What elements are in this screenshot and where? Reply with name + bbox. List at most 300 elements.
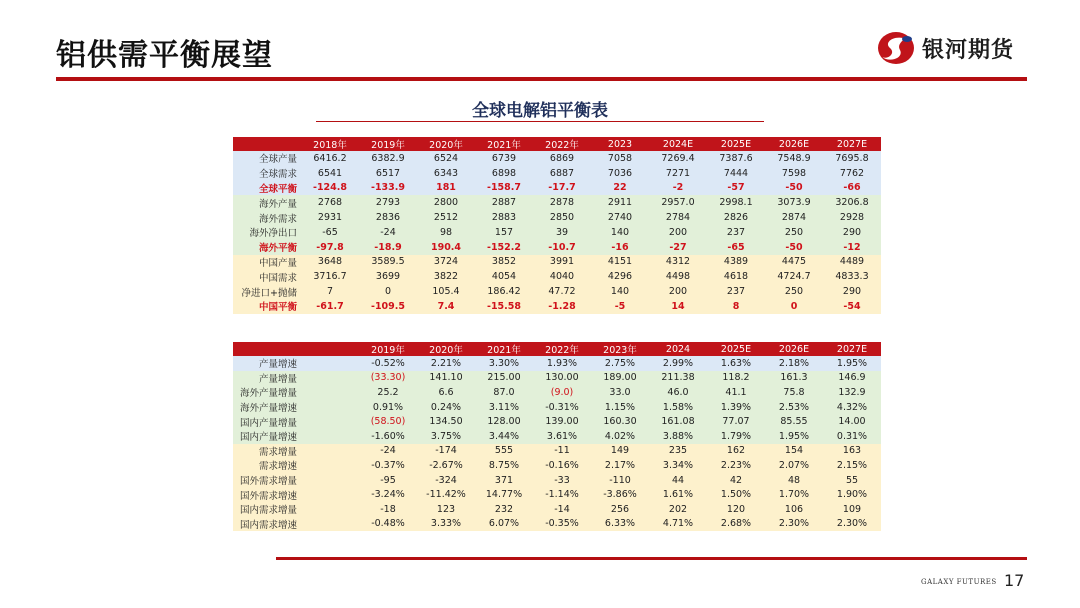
value-cell: 235 [649, 444, 707, 459]
row-label: 海外净出口 [233, 225, 301, 240]
logo-text: 银河期货 [922, 37, 1015, 63]
value-cell: -1.14% [533, 487, 591, 502]
value-cell: 2.75% [591, 356, 649, 371]
value-cell: 3.34% [649, 458, 707, 473]
value-cell: 55 [823, 473, 881, 488]
value-cell: 3.61% [533, 429, 591, 444]
table-row [233, 166, 881, 181]
value-cell: 290 [823, 284, 881, 299]
value-cell: -2.67% [417, 458, 475, 473]
value-cell: -18 [359, 502, 417, 517]
value-cell: 3724 [417, 255, 475, 270]
value-cell: 4.02% [591, 429, 649, 444]
table-row [233, 385, 881, 400]
value-cell: 39 [533, 225, 591, 240]
value-cell: 2998.1 [707, 195, 765, 210]
value-cell: (9.0) [533, 385, 591, 400]
balance-table [233, 137, 881, 314]
table-row [233, 502, 881, 517]
table-row [233, 240, 881, 255]
value-cell: 85.55 [765, 414, 823, 429]
value-cell: 128.00 [475, 414, 533, 429]
value-cell: 154 [765, 444, 823, 459]
value-cell: 256 [591, 502, 649, 517]
value-cell: 33.0 [591, 385, 649, 400]
row-label: 中国需求 [233, 269, 301, 284]
value-cell: 47.72 [533, 284, 591, 299]
row-label: 全球产量 [233, 151, 301, 166]
value-cell: 2.23% [707, 458, 765, 473]
value-cell: 120 [707, 502, 765, 517]
row-label: 全球平衡 [233, 181, 301, 196]
value-cell: 2.99% [649, 356, 707, 371]
value-cell: 237 [707, 225, 765, 240]
header-year-cell: 2022年 [533, 137, 591, 151]
header-year-cell: 2019年 [359, 137, 417, 151]
value-cell: 2883 [475, 210, 533, 225]
header-divider [56, 77, 1027, 81]
value-cell [301, 444, 359, 459]
value-cell: -24 [359, 444, 417, 459]
value-cell: 1.61% [649, 487, 707, 502]
value-cell: 7598 [765, 166, 823, 181]
value-cell: 181 [417, 181, 475, 196]
value-cell: 6517 [359, 166, 417, 181]
value-cell: 4475 [765, 255, 823, 270]
value-cell: 2850 [533, 210, 591, 225]
value-cell [301, 473, 359, 488]
value-cell: -3.24% [359, 487, 417, 502]
row-label: 海外产量 [233, 195, 301, 210]
value-cell: 4.71% [649, 517, 707, 532]
header-year-cell: 2020年 [417, 342, 475, 356]
value-cell [301, 502, 359, 517]
value-cell: 0.91% [359, 400, 417, 415]
value-cell: 0.24% [417, 400, 475, 415]
table-row [233, 356, 881, 371]
value-cell: 6541 [301, 166, 359, 181]
galaxy-logo-icon [876, 30, 916, 66]
value-cell: 2931 [301, 210, 359, 225]
table-row [233, 181, 881, 196]
value-cell: 1.95% [823, 356, 881, 371]
value-cell [301, 487, 359, 502]
value-cell: 139.00 [533, 414, 591, 429]
value-cell: 134.50 [417, 414, 475, 429]
value-cell: -18.9 [359, 240, 417, 255]
row-label: 需求增量 [233, 444, 301, 459]
value-cell: 161.3 [765, 371, 823, 386]
value-cell: 4618 [707, 269, 765, 284]
value-cell: 6.07% [475, 517, 533, 532]
value-cell: 3073.9 [765, 195, 823, 210]
table-row [233, 210, 881, 225]
value-cell: -11 [533, 444, 591, 459]
row-label: 需求增速 [233, 458, 301, 473]
value-cell: 2826 [707, 210, 765, 225]
value-cell: 3.88% [649, 429, 707, 444]
value-cell: 290 [823, 225, 881, 240]
row-label: 国内需求增速 [233, 517, 301, 532]
value-cell: 3852 [475, 255, 533, 270]
value-cell: -133.9 [359, 181, 417, 196]
table-row [233, 225, 881, 240]
value-cell: 2740 [591, 210, 649, 225]
value-cell: 4312 [649, 255, 707, 270]
value-cell: 1.93% [533, 356, 591, 371]
value-cell: 211.38 [649, 371, 707, 386]
value-cell: 2928 [823, 210, 881, 225]
value-cell: 7548.9 [765, 151, 823, 166]
value-cell: -61.7 [301, 299, 359, 314]
value-cell: 0 [765, 299, 823, 314]
value-cell: 189.00 [591, 371, 649, 386]
value-cell: 160.30 [591, 414, 649, 429]
table-row [233, 255, 881, 270]
table-row [233, 269, 881, 284]
value-cell: 6869 [533, 151, 591, 166]
value-cell: 4489 [823, 255, 881, 270]
header-year-cell: 2027E [823, 342, 881, 356]
value-cell: 87.0 [475, 385, 533, 400]
value-cell: 8 [707, 299, 765, 314]
table-row [233, 458, 881, 473]
value-cell: 237 [707, 284, 765, 299]
value-cell: 200 [649, 225, 707, 240]
value-cell: 2.07% [765, 458, 823, 473]
value-cell: -57 [707, 181, 765, 196]
value-cell: 3.75% [417, 429, 475, 444]
value-cell: -66 [823, 181, 881, 196]
value-cell: -0.37% [359, 458, 417, 473]
value-cell: 48 [765, 473, 823, 488]
value-cell: -65 [707, 240, 765, 255]
header-year-cell: 2020年 [417, 137, 475, 151]
value-cell: -11.42% [417, 487, 475, 502]
value-cell: 7695.8 [823, 151, 881, 166]
value-cell: 6.6 [417, 385, 475, 400]
value-cell: 162 [707, 444, 765, 459]
value-cell [301, 517, 359, 532]
value-cell: 232 [475, 502, 533, 517]
page-number: 17 [1004, 571, 1025, 590]
value-cell: -12 [823, 240, 881, 255]
table-row [233, 400, 881, 415]
value-cell: -97.8 [301, 240, 359, 255]
table-row [233, 429, 881, 444]
value-cell: 42 [707, 473, 765, 488]
table-row [233, 487, 881, 502]
row-label: 海外平衡 [233, 240, 301, 255]
header-year-cell: 2025E [707, 137, 765, 151]
value-cell: 3.11% [475, 400, 533, 415]
value-cell [301, 371, 359, 386]
value-cell: -27 [649, 240, 707, 255]
value-cell: 2836 [359, 210, 417, 225]
value-cell: 2.30% [823, 517, 881, 532]
value-cell: -152.2 [475, 240, 533, 255]
value-cell: 7.4 [417, 299, 475, 314]
value-cell: 109 [823, 502, 881, 517]
value-cell: 2957.0 [649, 195, 707, 210]
value-cell: 6.33% [591, 517, 649, 532]
value-cell: 2.15% [823, 458, 881, 473]
value-cell: 7058 [591, 151, 649, 166]
value-cell: 3699 [359, 269, 417, 284]
value-cell: 46.0 [649, 385, 707, 400]
row-label: 海外产量增速 [233, 400, 301, 415]
value-cell: 1.79% [707, 429, 765, 444]
row-label: 国内产量增速 [233, 429, 301, 444]
value-cell: 4724.7 [765, 269, 823, 284]
value-cell [301, 414, 359, 429]
value-cell: 6898 [475, 166, 533, 181]
value-cell [301, 458, 359, 473]
header-year-cell: 2024E [649, 137, 707, 151]
row-label: 海外产量增量 [233, 385, 301, 400]
value-cell: 3206.8 [823, 195, 881, 210]
header-year-cell: 2019年 [359, 342, 417, 356]
value-cell: -65 [301, 225, 359, 240]
table-row [233, 414, 881, 429]
value-cell: 4296 [591, 269, 649, 284]
value-cell: 41.1 [707, 385, 765, 400]
table-header-row [233, 342, 881, 356]
value-cell: 3589.5 [359, 255, 417, 270]
value-cell: 118.2 [707, 371, 765, 386]
galaxy-futures-logo [876, 30, 1014, 66]
value-cell: 1.39% [707, 400, 765, 415]
value-cell: 215.00 [475, 371, 533, 386]
value-cell: 0.31% [823, 429, 881, 444]
value-cell: -50 [765, 240, 823, 255]
value-cell: 202 [649, 502, 707, 517]
value-cell: 44 [649, 473, 707, 488]
value-cell: 6343 [417, 166, 475, 181]
value-cell: -24 [359, 225, 417, 240]
row-label: 产量增速 [233, 356, 301, 371]
value-cell: 141.10 [417, 371, 475, 386]
value-cell: 2768 [301, 195, 359, 210]
value-cell [301, 385, 359, 400]
value-cell: 6887 [533, 166, 591, 181]
value-cell: 2878 [533, 195, 591, 210]
value-cell: 3.44% [475, 429, 533, 444]
footer-divider [276, 557, 1027, 560]
value-cell: 130.00 [533, 371, 591, 386]
value-cell: 98 [417, 225, 475, 240]
header-year-cell: 2027E [823, 137, 881, 151]
value-cell: 8.75% [475, 458, 533, 473]
value-cell: -0.16% [533, 458, 591, 473]
value-cell: 2.17% [591, 458, 649, 473]
value-cell: 140 [591, 284, 649, 299]
value-cell: 25.2 [359, 385, 417, 400]
value-cell [301, 429, 359, 444]
value-cell: 7269.4 [649, 151, 707, 166]
value-cell: 2.53% [765, 400, 823, 415]
value-cell: 14.77% [475, 487, 533, 502]
table-row [233, 517, 881, 532]
value-cell: 2800 [417, 195, 475, 210]
row-label: 国外需求增量 [233, 473, 301, 488]
value-cell: 1.70% [765, 487, 823, 502]
value-cell: 157 [475, 225, 533, 240]
value-cell: 4151 [591, 255, 649, 270]
value-cell: -33 [533, 473, 591, 488]
header-label-cell [233, 137, 301, 151]
header-year-cell: 2022年 [533, 342, 591, 356]
value-cell: 140 [591, 225, 649, 240]
header-year-cell: 2018年 [301, 137, 359, 151]
value-cell: -158.7 [475, 181, 533, 196]
value-cell [301, 356, 359, 371]
value-cell: -0.48% [359, 517, 417, 532]
value-cell: 2874 [765, 210, 823, 225]
value-cell: 2.18% [765, 356, 823, 371]
value-cell: -16 [591, 240, 649, 255]
table-row [233, 299, 881, 314]
row-label: 全球需求 [233, 166, 301, 181]
value-cell: -1.60% [359, 429, 417, 444]
value-cell: 0 [359, 284, 417, 299]
value-cell: 4054 [475, 269, 533, 284]
value-cell: 105.4 [417, 284, 475, 299]
table-row [233, 284, 881, 299]
header-year-cell: 2024 [649, 342, 707, 356]
value-cell: 3822 [417, 269, 475, 284]
value-cell: 190.4 [417, 240, 475, 255]
value-cell: 3716.7 [301, 269, 359, 284]
header-year-cell: 2023年 [591, 342, 649, 356]
value-cell: 123 [417, 502, 475, 517]
page-title: 铝供需平衡展望 [56, 38, 273, 73]
value-cell: 371 [475, 473, 533, 488]
value-cell: 6524 [417, 151, 475, 166]
row-label: 净进口+抛储 [233, 284, 301, 299]
row-label: 国内需求增量 [233, 502, 301, 517]
value-cell: 7 [301, 284, 359, 299]
header-year-cell: 2023 [591, 137, 649, 151]
row-label: 国内产量增量 [233, 414, 301, 429]
value-cell: 250 [765, 225, 823, 240]
table-row [233, 195, 881, 210]
value-cell: 3648 [301, 255, 359, 270]
value-cell: 3.30% [475, 356, 533, 371]
value-cell: 2.21% [417, 356, 475, 371]
header-year-cell: 2026E [765, 137, 823, 151]
header-year-cell: 2021年 [475, 342, 533, 356]
value-cell: (33.30) [359, 371, 417, 386]
value-cell: 186.42 [475, 284, 533, 299]
value-cell: 2.68% [707, 517, 765, 532]
value-cell: 3.33% [417, 517, 475, 532]
header-year-cell [301, 342, 359, 356]
footer-brand: GALAXY FUTURES [921, 578, 997, 586]
table-header-row [233, 137, 881, 151]
value-cell: 75.8 [765, 385, 823, 400]
table-row [233, 371, 881, 386]
value-cell: 161.08 [649, 414, 707, 429]
header-year-cell: 2025E [707, 342, 765, 356]
value-cell: -14 [533, 502, 591, 517]
value-cell: 2.30% [765, 517, 823, 532]
value-cell: -5 [591, 299, 649, 314]
value-cell: 3991 [533, 255, 591, 270]
row-label: 中国产量 [233, 255, 301, 270]
value-cell: 4040 [533, 269, 591, 284]
table-title: 全球电解铝平衡表 [472, 101, 608, 121]
value-cell: 4.32% [823, 400, 881, 415]
value-cell: -174 [417, 444, 475, 459]
value-cell: 7762 [823, 166, 881, 181]
value-cell: 22 [591, 181, 649, 196]
row-label: 产量增量 [233, 371, 301, 386]
header-year-cell: 2021年 [475, 137, 533, 151]
value-cell: 200 [649, 284, 707, 299]
growth-table [233, 342, 881, 531]
value-cell: -0.35% [533, 517, 591, 532]
value-cell: -10.7 [533, 240, 591, 255]
value-cell: 1.95% [765, 429, 823, 444]
row-label: 海外需求 [233, 210, 301, 225]
value-cell: -15.58 [475, 299, 533, 314]
value-cell: 7271 [649, 166, 707, 181]
value-cell: 1.58% [649, 400, 707, 415]
value-cell: 7036 [591, 166, 649, 181]
value-cell: -0.31% [533, 400, 591, 415]
value-cell: -124.8 [301, 181, 359, 196]
value-cell: 2793 [359, 195, 417, 210]
value-cell: 6416.2 [301, 151, 359, 166]
value-cell: 2784 [649, 210, 707, 225]
value-cell: 149 [591, 444, 649, 459]
value-cell: 1.50% [707, 487, 765, 502]
value-cell: 4833.3 [823, 269, 881, 284]
table-row [233, 151, 881, 166]
value-cell: 7444 [707, 166, 765, 181]
header-year-cell: 2026E [765, 342, 823, 356]
value-cell: -17.7 [533, 181, 591, 196]
value-cell: 106 [765, 502, 823, 517]
value-cell: 6739 [475, 151, 533, 166]
value-cell: 146.9 [823, 371, 881, 386]
value-cell: -1.28 [533, 299, 591, 314]
value-cell: -109.5 [359, 299, 417, 314]
value-cell: 7387.6 [707, 151, 765, 166]
value-cell: 163 [823, 444, 881, 459]
header-label-cell [233, 342, 301, 356]
value-cell: 2911 [591, 195, 649, 210]
value-cell: 4498 [649, 269, 707, 284]
value-cell: -110 [591, 473, 649, 488]
value-cell: -324 [417, 473, 475, 488]
value-cell: 4389 [707, 255, 765, 270]
value-cell: -2 [649, 181, 707, 196]
value-cell: 2887 [475, 195, 533, 210]
value-cell [301, 400, 359, 415]
value-cell: 132.9 [823, 385, 881, 400]
value-cell: 6382.9 [359, 151, 417, 166]
value-cell: 14 [649, 299, 707, 314]
value-cell: -54 [823, 299, 881, 314]
value-cell: (58.50) [359, 414, 417, 429]
table-row [233, 473, 881, 488]
value-cell: 1.90% [823, 487, 881, 502]
value-cell: -0.52% [359, 356, 417, 371]
value-cell: 77.07 [707, 414, 765, 429]
table-row [233, 444, 881, 459]
